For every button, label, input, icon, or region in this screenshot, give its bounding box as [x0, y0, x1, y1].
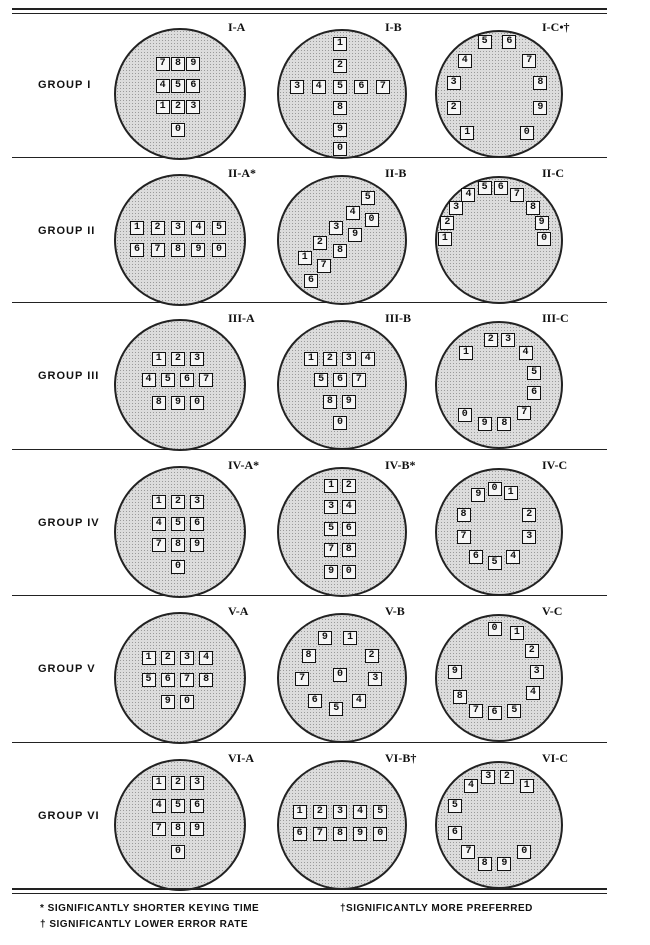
layout-title: III-C	[542, 311, 569, 325]
digit-key: 8	[199, 673, 213, 687]
digit-key: 5	[212, 221, 226, 235]
digit-key: 9	[533, 101, 547, 115]
digit-key: 2	[525, 644, 539, 658]
digit-key: 0	[333, 416, 347, 430]
digit-key: 6	[333, 373, 347, 387]
layout-title: V-A	[228, 604, 249, 618]
digit-key: 5	[478, 35, 492, 49]
digit-key: 2	[171, 352, 185, 366]
digit-key: 9	[342, 395, 356, 409]
digit-key: 4	[346, 206, 360, 220]
digit-key: 6	[308, 694, 322, 708]
digit-key: 6	[161, 673, 175, 687]
digit-key: 8	[152, 396, 166, 410]
layout-title: II-C	[542, 166, 565, 180]
digit-key: 4	[461, 188, 475, 202]
digit-key: 3	[368, 672, 382, 686]
digit-key: 6	[186, 79, 200, 93]
digit-key: 9	[478, 417, 492, 431]
digit-key: 0	[488, 622, 502, 636]
digit-key: 7	[295, 672, 309, 686]
digit-key: 5	[478, 181, 492, 195]
layout-title: V-B	[385, 604, 405, 618]
layout-title: I-A	[228, 20, 246, 34]
digit-key: 9	[448, 665, 462, 679]
digit-key: 1	[510, 626, 524, 640]
digit-key: 1	[142, 651, 156, 665]
digit-key: 0	[537, 232, 551, 246]
digit-key: 1	[460, 126, 474, 140]
digit-key: 9	[161, 695, 175, 709]
digit-key: 0	[212, 243, 226, 257]
digit-key: 9	[535, 216, 549, 230]
digit-key: 7	[151, 243, 165, 257]
digit-key: 5	[142, 673, 156, 687]
digit-key: 6	[180, 373, 194, 387]
digit-key: 9	[171, 396, 185, 410]
digit-key: 9	[353, 827, 367, 841]
digit-key: 5	[314, 373, 328, 387]
digit-key: 4	[342, 500, 356, 514]
layout-title: VI-A	[228, 751, 254, 765]
digit-key: 3	[190, 776, 204, 790]
digit-key: 8	[171, 538, 185, 552]
layout-title: II-A*	[228, 166, 257, 180]
digit-key: 7	[180, 673, 194, 687]
digit-key: 8	[323, 395, 337, 409]
digit-key: 1	[438, 232, 452, 246]
digit-key: 0	[171, 845, 185, 859]
digit-key: 4	[152, 799, 166, 813]
digit-key: 0	[373, 827, 387, 841]
digit-key: 3	[449, 201, 463, 215]
digit-key: 7	[469, 704, 483, 718]
digit-key: 1	[152, 352, 166, 366]
digit-key: 0	[171, 560, 185, 574]
digit-key: 5	[329, 702, 343, 716]
digit-key: 3	[324, 500, 338, 514]
digit-key: 9	[348, 228, 362, 242]
digit-key: 2	[171, 776, 185, 790]
digit-key: 0	[171, 123, 185, 137]
digit-key: 6	[342, 522, 356, 536]
layout-title: IV-A*	[228, 458, 260, 472]
digit-key: 2	[323, 352, 337, 366]
layout-title: V-C	[542, 604, 563, 618]
digit-key: 3	[290, 80, 304, 94]
digit-key: 4	[312, 80, 326, 94]
digit-key: 6	[130, 243, 144, 257]
keypad-circle	[114, 466, 246, 598]
digit-key: 0	[365, 213, 379, 227]
group-label: GROUP I	[38, 79, 92, 91]
footnote-more-preferred: †SIGNIFICANTLY MORE PREFERRED	[340, 903, 533, 914]
digit-key: 5	[373, 805, 387, 819]
digit-key: 9	[191, 243, 205, 257]
digit-key: 0	[342, 565, 356, 579]
digit-key: 7	[352, 373, 366, 387]
digit-key: 1	[304, 352, 318, 366]
digit-key: 0	[333, 142, 347, 156]
digit-key: 7	[156, 57, 170, 71]
digit-key: 2	[522, 508, 536, 522]
digit-key: 5	[171, 799, 185, 813]
digit-key: 9	[190, 822, 204, 836]
digit-key: 7	[461, 845, 475, 859]
layout-title: IV-C	[542, 458, 568, 472]
digit-key: 1	[152, 776, 166, 790]
group-separator-2	[12, 302, 607, 303]
keypad-circle	[435, 30, 563, 158]
top-double-rule-bottom	[12, 13, 607, 14]
digit-key: 5	[171, 517, 185, 531]
digit-key: 1	[343, 631, 357, 645]
digit-key: 2	[500, 770, 514, 784]
bottom-double-rule-top	[12, 888, 607, 890]
digit-key: 9	[324, 565, 338, 579]
digit-key: 5	[527, 366, 541, 380]
digit-key: 3	[530, 665, 544, 679]
digit-key: 2	[171, 100, 185, 114]
group-label: GROUP III	[38, 370, 100, 382]
digit-key: 8	[333, 244, 347, 258]
digit-key: 0	[520, 126, 534, 140]
digit-key: 5	[333, 80, 347, 94]
digit-key: 9	[318, 631, 332, 645]
digit-key: 6	[304, 274, 318, 288]
group-separator-1	[12, 157, 607, 158]
digit-key: 1	[156, 100, 170, 114]
footnote-shorter-keying-time: * SIGNIFICANTLY SHORTER KEYING TIME	[40, 903, 260, 914]
digit-key: 7	[199, 373, 213, 387]
digit-key: 1	[333, 37, 347, 51]
digit-key: 1	[324, 479, 338, 493]
digit-key: 5	[161, 373, 175, 387]
digit-key: 3	[186, 100, 200, 114]
digit-key: 4	[152, 517, 166, 531]
group-label: GROUP IV	[38, 517, 100, 529]
layout-title: II-B	[385, 166, 407, 180]
digit-key: 8	[526, 201, 540, 215]
layout-title: IV-B*	[385, 458, 416, 472]
digit-key: 4	[458, 54, 472, 68]
group-separator-3	[12, 449, 607, 450]
digit-key: 8	[171, 57, 185, 71]
digit-key: 7	[517, 406, 531, 420]
digit-key: 8	[478, 857, 492, 871]
digit-key: 8	[453, 690, 467, 704]
group-label: GROUP VI	[38, 810, 100, 822]
digit-key: 8	[333, 827, 347, 841]
digit-key: 2	[151, 221, 165, 235]
digit-key: 8	[302, 649, 316, 663]
digit-key: 5	[361, 191, 375, 205]
digit-key: 4	[361, 352, 375, 366]
footnote-lower-error-rate: † SIGNIFICANTLY LOWER ERROR RATE	[40, 919, 249, 930]
digit-key: 3	[329, 221, 343, 235]
keypad-circle	[114, 28, 246, 160]
digit-key: 5	[324, 522, 338, 536]
digit-key: 3	[190, 495, 204, 509]
digit-key: 2	[333, 59, 347, 73]
digit-key: 7	[522, 54, 536, 68]
digit-key: 7	[317, 259, 331, 273]
digit-key: 6	[354, 80, 368, 94]
digit-key: 6	[502, 35, 516, 49]
digit-key: 6	[488, 706, 502, 720]
digit-key: 4	[156, 79, 170, 93]
digit-key: 3	[342, 352, 356, 366]
digit-key: 4	[353, 805, 367, 819]
group-label: GROUP V	[38, 663, 96, 675]
digit-key: 6	[527, 386, 541, 400]
digit-key: 4	[142, 373, 156, 387]
digit-key: 9	[471, 488, 485, 502]
digit-key: 1	[298, 251, 312, 265]
digit-key: 5	[507, 704, 521, 718]
digit-key: 8	[457, 508, 471, 522]
keypad-circle	[277, 175, 407, 305]
digit-key: 0	[180, 695, 194, 709]
digit-key: 1	[130, 221, 144, 235]
digit-key: 6	[448, 826, 462, 840]
layout-title: III-A	[228, 311, 255, 325]
digit-key: 7	[324, 543, 338, 557]
digit-key: 8	[171, 822, 185, 836]
digit-key: 4	[191, 221, 205, 235]
digit-key: 2	[365, 649, 379, 663]
keypad-circle	[277, 760, 407, 890]
digit-key: 4	[199, 651, 213, 665]
group-label: GROUP II	[38, 225, 96, 237]
digit-key: 7	[376, 80, 390, 94]
digit-key: 2	[342, 479, 356, 493]
digit-key: 1	[504, 486, 518, 500]
layout-title: VI-B†	[385, 751, 417, 765]
digit-key: 7	[313, 827, 327, 841]
digit-key: 5	[171, 79, 185, 93]
digit-key: 7	[510, 188, 524, 202]
digit-key: 9	[186, 57, 200, 71]
digit-key: 8	[342, 543, 356, 557]
layout-title: I-B	[385, 20, 402, 34]
digit-key: 2	[171, 495, 185, 509]
digit-key: 5	[488, 556, 502, 570]
digit-key: 5	[448, 799, 462, 813]
group-separator-4	[12, 595, 607, 596]
digit-key: 3	[447, 76, 461, 90]
digit-key: 3	[190, 352, 204, 366]
layout-title: III-B	[385, 311, 412, 325]
digit-key: 1	[520, 779, 534, 793]
digit-key: 3	[501, 333, 515, 347]
digit-key: 8	[533, 76, 547, 90]
digit-key: 8	[497, 417, 511, 431]
digit-key: 4	[506, 550, 520, 564]
layout-title: VI-C	[542, 751, 568, 765]
digit-key: 0	[458, 408, 472, 422]
digit-key: 2	[313, 236, 327, 250]
digit-key: 6	[190, 517, 204, 531]
digit-key: 1	[152, 495, 166, 509]
digit-key: 9	[190, 538, 204, 552]
digit-key: 9	[497, 857, 511, 871]
digit-key: 0	[333, 668, 347, 682]
digit-key: 2	[484, 333, 498, 347]
digit-key: 3	[333, 805, 347, 819]
keypad-circle	[114, 174, 246, 306]
digit-key: 2	[313, 805, 327, 819]
digit-key: 4	[519, 346, 533, 360]
digit-key: 4	[526, 686, 540, 700]
digit-key: 8	[171, 243, 185, 257]
digit-key: 1	[293, 805, 307, 819]
digit-key: 4	[352, 694, 366, 708]
digit-key: 6	[469, 550, 483, 564]
digit-key: 6	[494, 181, 508, 195]
digit-key: 8	[333, 101, 347, 115]
digit-key: 1	[459, 346, 473, 360]
digit-key: 9	[333, 123, 347, 137]
bottom-double-rule-bottom	[12, 893, 607, 894]
digit-key: 6	[293, 827, 307, 841]
digit-key: 7	[152, 538, 166, 552]
digit-key: 7	[152, 822, 166, 836]
digit-key: 3	[522, 530, 536, 544]
group-separator-5	[12, 742, 607, 743]
digit-key: 0	[488, 482, 502, 496]
top-double-rule-top	[12, 8, 607, 10]
digit-key: 3	[171, 221, 185, 235]
digit-key: 7	[457, 530, 471, 544]
digit-key: 0	[190, 396, 204, 410]
digit-key: 2	[440, 216, 454, 230]
digit-key: 0	[517, 845, 531, 859]
digit-key: 3	[180, 651, 194, 665]
digit-key: 2	[161, 651, 175, 665]
digit-key: 2	[447, 101, 461, 115]
digit-key: 4	[464, 779, 478, 793]
layout-title: I-C•†	[542, 20, 570, 34]
digit-key: 6	[190, 799, 204, 813]
digit-key: 3	[481, 770, 495, 784]
